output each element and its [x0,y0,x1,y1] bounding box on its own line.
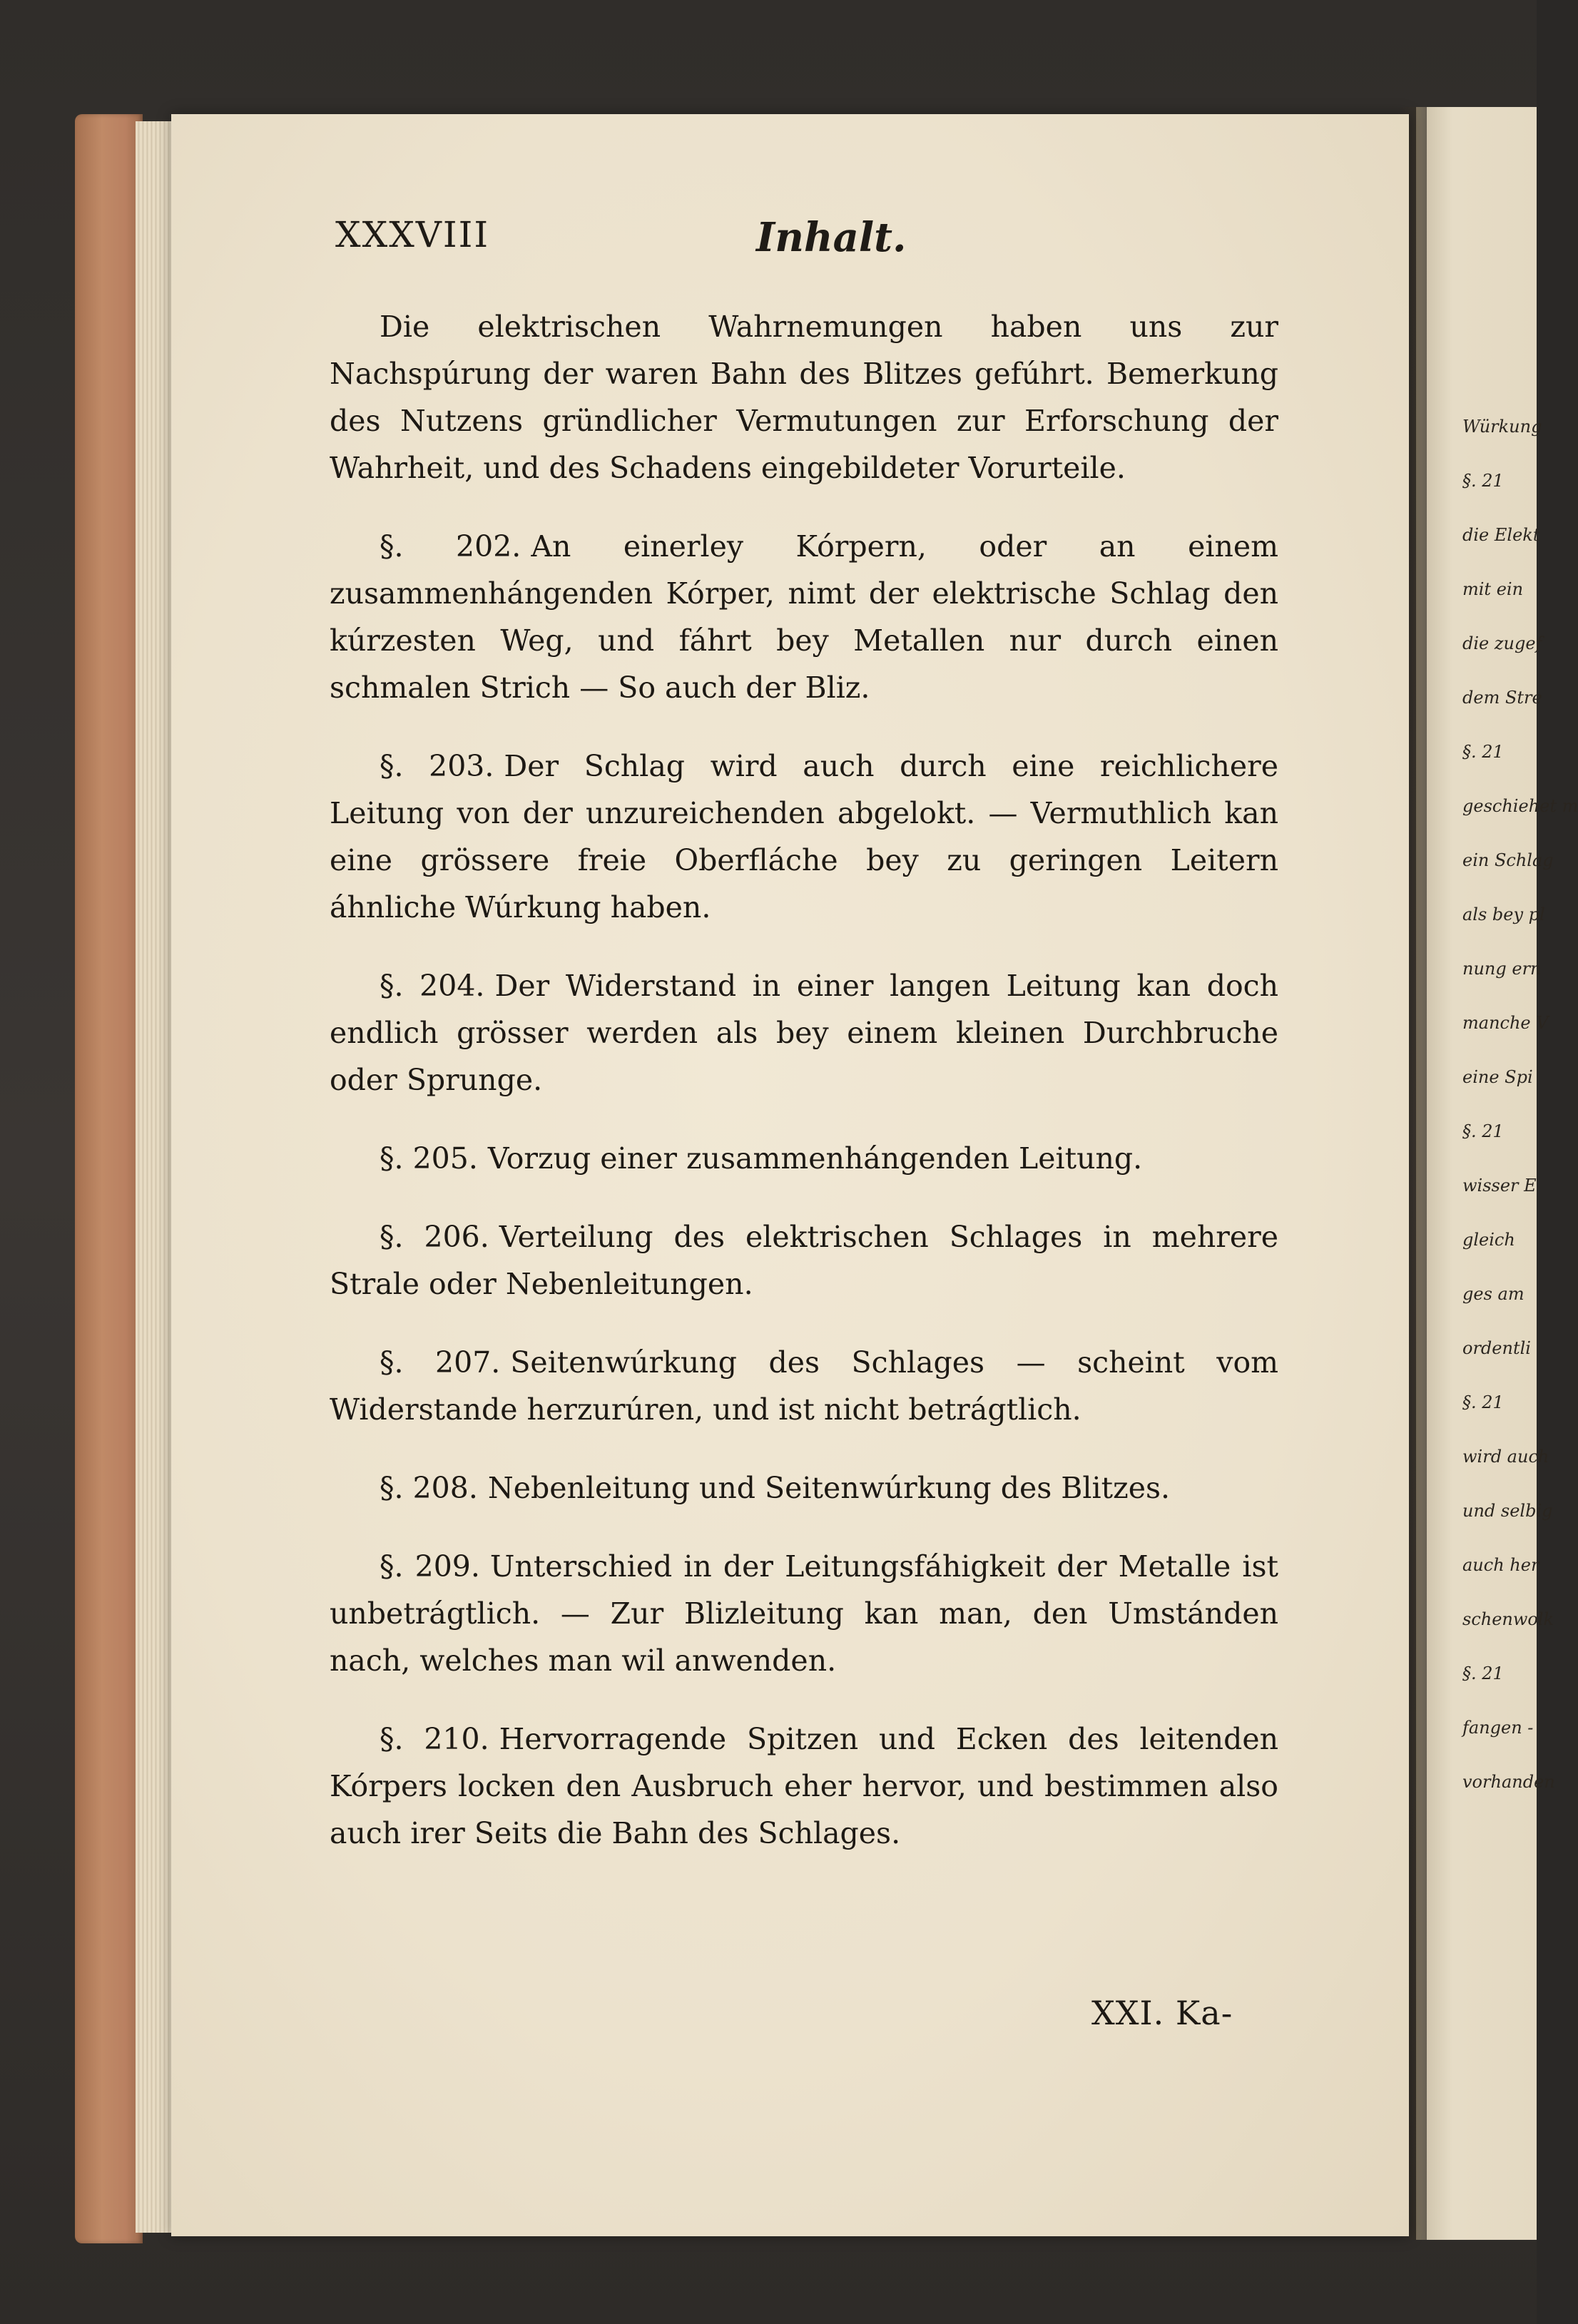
facing-page-fragment: ein Schlag [1462,850,1554,870]
book-cover-edge [75,114,143,2243]
contents-entry [330,1543,1278,1684]
entry-text: Nebenleitung und Seitenwúrkung des Blitzes. [487,1471,1171,1505]
facing-page-fragment: ordentli [1462,1338,1531,1358]
contents-entry [330,962,1278,1104]
facing-page-fragment: gleich [1462,1230,1515,1250]
section-number: §. 202. [380,529,521,564]
contents-entry [330,743,1278,931]
contents-entry [330,1716,1278,1857]
entry-text: Unterschied in der Leitungsfáhigkeit der Metalle ist unbetrágtlich. — Zur Blizleitung kan man, den Umstánden nach, welches man wil anwenden. [330,1549,1278,1678]
entry-text: Die elektrischen Wahrnemungen haben uns zur Nachspúrung der waren Bahn des Blitzes gefúhrt. Bemerkung des Nutzens gründlicher Vermutungen zur Erforschung der Wahrheit, und des Schadens eingebildeter Vorurteile. [330,310,1278,485]
facing-page-fragment: manche V [1462,1013,1549,1033]
page-header [335,214,1320,271]
facing-page-fragment: ges am [1462,1284,1524,1304]
entry-text: Der Widerstand in einer langen Leitung kan doch endlich grösser werden als bey einem kleinen Durchbruche oder Sprunge. [330,969,1278,1097]
facing-page-fragment: schenwolk [1462,1609,1554,1629]
contents-list [330,303,1278,1857]
entry-text: An einerley Kórpern, oder an einem zusammenhángenden Kórper, nimt der elektrische Schlag den kúrzesten Weg, und fáhrt bey Metallen nur durch einen schmalen Strich — So auch der Bliz. [330,529,1279,705]
facing-page-fragment: geschiehet m [1462,796,1578,816]
section-number: §. 210. [380,1722,489,1756]
section-number: §. 206. [380,1220,489,1254]
section-number: §. 209. [380,1549,480,1584]
contents-entry [330,523,1278,711]
facing-page-fragment: dem Stre [1462,688,1542,708]
running-title: Inhalt. [756,214,907,261]
section-number: §. 205. [380,1141,478,1176]
facing-page-fragment: als bey pl [1462,904,1545,924]
facing-page-fragment: auch her [1462,1555,1539,1575]
facing-page-fragment: §. 21 [1462,471,1504,491]
section-number: §. 207. [380,1345,501,1380]
facing-page-fragment: §. 21 [1462,742,1504,762]
catchword: XXI. Ka- [1091,1994,1233,2032]
section-number: §. 208. [380,1471,478,1505]
facing-page-fragment: §. 21 [1462,1663,1504,1683]
facing-page-fragment: die Elekt [1462,525,1540,545]
facing-page-fragment: wird auch [1462,1447,1549,1467]
entry-text: Seitenwúrkung des Schlages — scheint vom Widerstande herzurúren, und ist nicht betrágtlich. [330,1345,1279,1427]
entry-text: Verteilung des elektrischen Schlages in mehrere Strale oder Nebenleitungen. [330,1220,1278,1301]
contents-entry [330,1464,1278,1512]
page-number: XXXVIII [335,214,490,255]
facing-page-fragment: Würkung [1462,417,1542,437]
facing-page-fragment: wisser E [1462,1176,1537,1196]
facing-page-text [1462,399,1578,1809]
entry-text: Vorzug einer zusammenhángenden Leitung. [487,1141,1143,1176]
facing-page-fragment: und selbig [1462,1501,1553,1521]
facing-page-fragment: eine Spi [1462,1067,1533,1087]
section-number: §. 203. [380,749,494,783]
section-number: §. 204. [380,969,485,1003]
entry-text: Hervorragende Spitzen und Ecken des leitenden Kórpers locken den Ausbruch eher hervor, und bestimmen also auch irer Seits die Bahn des Schlages. [330,1722,1278,1850]
facing-page-fragment: §. 21 [1462,1392,1504,1412]
contents-entry [330,1213,1278,1308]
facing-page-fragment: mit ein [1462,579,1524,599]
contents-entry [330,1135,1278,1182]
contents-entry [330,1339,1278,1433]
facing-page-fragment: nung ern [1462,959,1542,979]
facing-page-fragment: vorhanden [1462,1772,1555,1792]
entry-text: Der Schlag wird auch durch eine reichlichere Leitung von der unzureichenden abgelokt. — Vermuthlich kan eine grössere freie Oberfláche bey zu geringen Leitern áhnliche Wúrkung haben. [330,749,1278,924]
contents-entry [330,303,1278,491]
facing-page-fragment: fangen - [1462,1718,1534,1738]
facing-page-fragment: §. 21 [1462,1121,1504,1141]
facing-page-fragment: die zugef [1462,633,1542,653]
